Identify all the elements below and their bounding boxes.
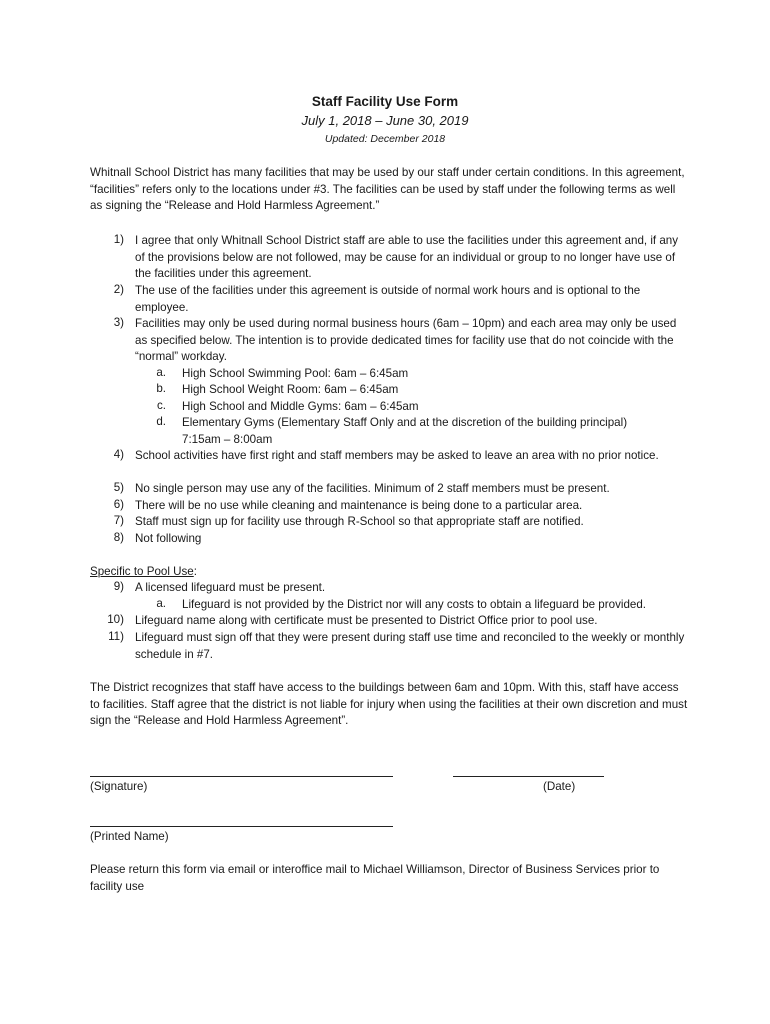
list-item-text: A licensed lifeguard must be present. xyxy=(135,581,326,594)
list-item-number: 5) xyxy=(113,481,124,494)
list-item-text: Not following xyxy=(135,532,202,545)
list-item-text: Facilities may only be used during normal business hours (6am – 10pm) and each area may only be used as specified below. The intention is to provide dedicated times for facility use that do not coincide with the “normal” workday. xyxy=(135,317,677,363)
printed-name-line[interactable] xyxy=(90,826,393,827)
signature-label: (Signature) xyxy=(90,780,148,793)
sub-item-letter: a. xyxy=(156,597,166,610)
list-item-text: Lifeguard name along with certificate must be presented to District Office prior to pool use. xyxy=(135,614,598,627)
list-item-text: There will be no use while cleaning and maintenance is being done to a particular area. xyxy=(135,499,583,512)
signature-line[interactable] xyxy=(90,776,393,777)
list-item-number: 2) xyxy=(113,283,124,296)
date-label: (Date) xyxy=(543,780,576,793)
form-title: Staff Facility Use Form xyxy=(311,94,459,109)
pool-section-heading xyxy=(90,564,197,581)
list-item-text: School activities have first right and staff members may be asked to leave an area with no prior notice. xyxy=(135,449,659,462)
form-updated: Updated: December 2018 xyxy=(324,133,446,145)
list-item-number: 6) xyxy=(113,498,124,511)
date-line[interactable] xyxy=(453,776,604,777)
list-item-text: I agree that only Whitnall School District staff are able to use the facilities under this agreement and, if any of the provisions below are not followed, may be cause for an individual or group to no longer have use of the facilities under this agreement. xyxy=(135,234,679,280)
list-item-text: Staff must sign up for facility use through R-School so that appropriate staff are notified. xyxy=(135,515,584,528)
list-item-number: 4) xyxy=(113,448,124,461)
list-item-number: 9) xyxy=(113,580,124,593)
list-item-text: Lifeguard must sign off that they were present during staff use time and reconciled to the weekly or monthly schedule in #7. xyxy=(135,631,685,661)
list-item-number: 8) xyxy=(113,531,124,544)
list-item-number: 10) xyxy=(107,613,124,626)
printed-name-label: (Printed Name) xyxy=(90,830,169,843)
sub-item-text: High School Weight Room: 6am – 6:45am xyxy=(182,383,399,396)
list-item-number: 7) xyxy=(113,514,124,527)
closing-paragraph: The District recognizes that staff have access to the buildings between 6am and 10pm. With this, staff have access to facilities. Staff agree that the district is not liable for injury when using the facilities at their own discretion and must sign the “Release and Hold Harmless Agreement”. xyxy=(90,681,688,727)
list-item-text: The use of the facilities under this agreement is outside of normal work hours and is optional to the employee. xyxy=(135,284,641,314)
intro-paragraph: Whitnall School District has many facilities that may be used by our staff under certain conditions. In this agreement, “facilities” refers only to the locations under #3. The facilities can be used by staff under the following terms as well as signing the “Release and Hold Harmless Agreement.” xyxy=(90,166,685,212)
sub-item-text: High School and Middle Gyms: 6am – 6:45am xyxy=(182,400,419,413)
return-instructions: Please return this form via email or interoffice mail to Michael Williamson, Director of Business Services prior to facility use xyxy=(90,863,660,893)
list-item-text: No single person may use any of the facilities. Minimum of 2 staff members must be present. xyxy=(135,482,610,495)
sub-item-text: High School Swimming Pool: 6am – 6:45am xyxy=(182,367,409,380)
list-item-number: 1) xyxy=(113,233,124,246)
sub-item-letter: b. xyxy=(156,382,166,395)
sub-item-letter: a. xyxy=(156,366,166,379)
sub-item-letter: d. xyxy=(156,415,166,428)
pool-heading-text: Specific to Pool Use xyxy=(90,565,194,578)
sub-item-text: Lifeguard is not provided by the District nor will any costs to obtain a lifeguard be provided. xyxy=(182,598,647,611)
sub-item-text: Elementary Gyms (Elementary Staff Only and at the discretion of the building principal) 7:15am – 8:00am xyxy=(182,416,628,446)
list-item-number: 11) xyxy=(108,630,124,643)
form-dates: July 1, 2018 – June 30, 2019 xyxy=(301,113,469,128)
list-item-number: 3) xyxy=(113,316,124,329)
pool-heading-colon: : xyxy=(193,565,197,578)
sub-item-letter: c. xyxy=(156,399,166,412)
